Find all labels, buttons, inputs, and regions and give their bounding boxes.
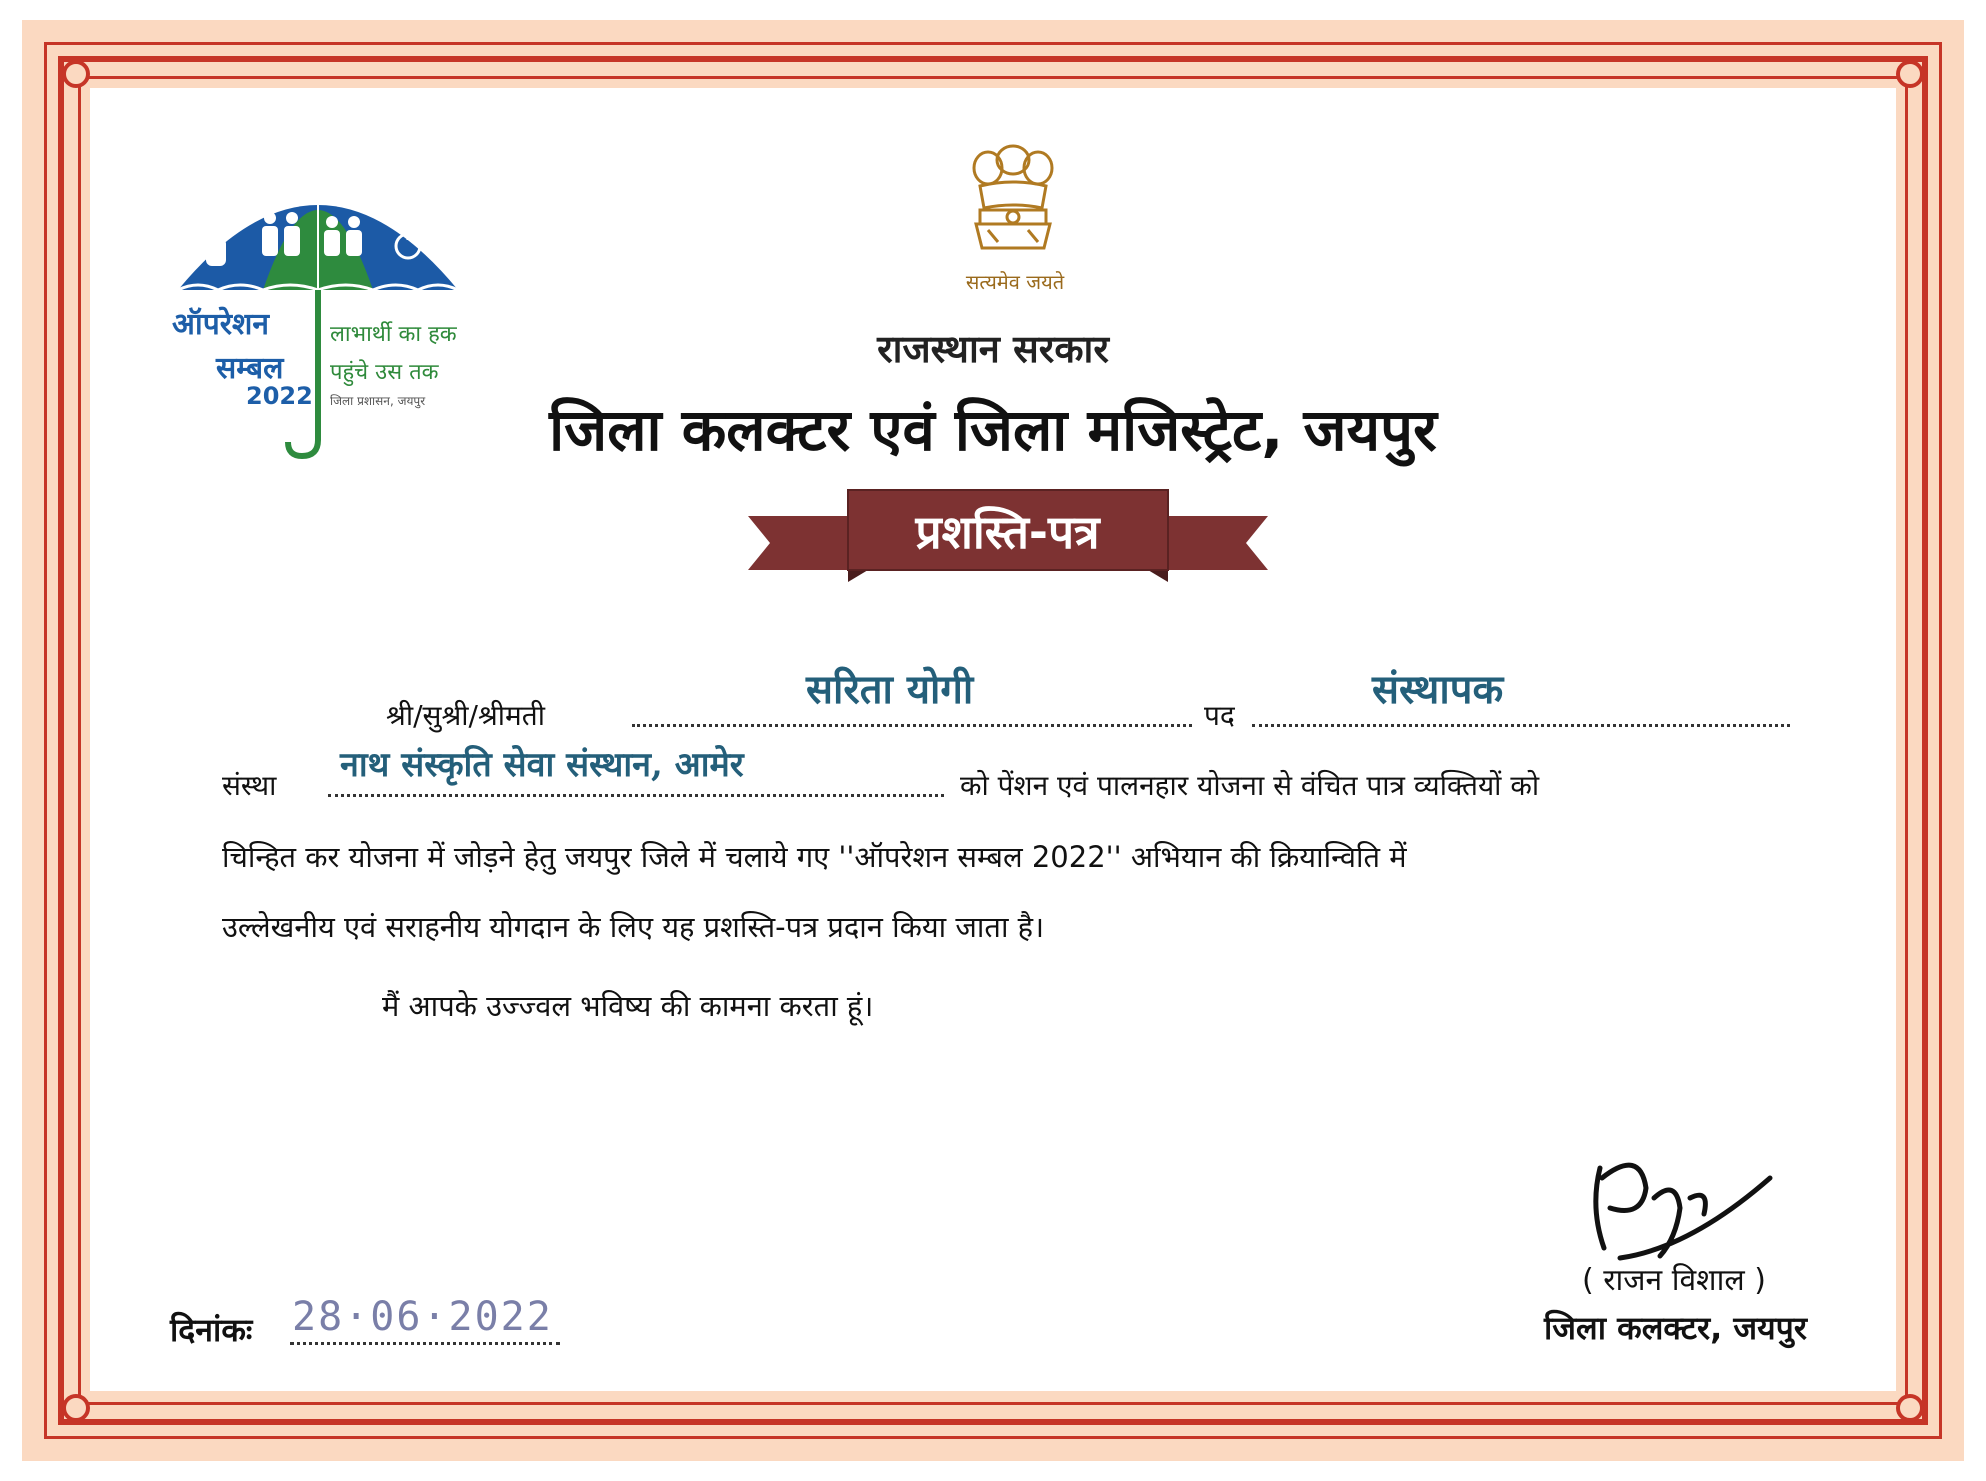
certificate-title: प्रशस्ति-पत्र [915,505,1100,559]
corner-ornament-br [1896,1394,1924,1422]
body-line-3: उल्लेखनीय एवं सराहनीय योगदान के लिए यह प्रशस्ति-पत्र प्रदान किया जाता है। [222,910,1045,944]
date-value: 28·06·2022 [292,1294,553,1340]
date-label: दिनांकः [170,1311,253,1349]
recipient-organisation: नाथ संस्कृति सेवा संस्थान, आमेर [340,745,744,785]
signature [1580,1138,1780,1268]
government-name: राजस्थान सरकार [877,327,1109,371]
organisation-label: संस्था [222,769,277,802]
logo-tagline-3: जिला प्रशासन, जयपुर [330,394,426,408]
signatory-name: ( राजन विशाल ) [1582,1263,1766,1298]
body-line-2: चिन्हित कर योजना में जोड़ने हेतु जयपुर जिले में चलाये गए ''ऑपरेशन सम्बल 2022'' अभियान की क्रियान्विति में [222,840,1407,874]
date-dotted-line [290,1342,560,1345]
wish-text: मैं आपके उज्ज्वल भविष्य की कामना करता हूं। [382,989,874,1023]
honorific-label: श्री/सुश्री/श्रीमती [386,699,545,732]
signatory-designation: जिला कलक्टर, जयपुर [1544,1309,1807,1347]
recipient-post: संस्थापक [1372,666,1504,713]
name-dotted-line [632,724,1192,727]
logo-tagline-1: लाभार्थी का हक [330,322,457,347]
post-dotted-line [1252,724,1790,727]
office-title: जिला कलक्टर एवं जिला मजिस्ट्रेट, जयपुर [549,396,1437,464]
logo-year: 2022 [246,382,313,410]
logo-line-2: सम्बल [216,351,284,386]
logo-line-1: ऑपरेशन [172,307,270,342]
organisation-dotted-line [328,794,944,797]
body-line-1: को पेंशन एवं पालनहार योजना से वंचित पात्र व्यक्तियों को [960,769,1540,802]
post-label: पद [1204,699,1235,732]
recipient-name: सरिता योगी [806,666,974,713]
corner-ornament-tr [1896,60,1924,88]
corner-ornament-bl [62,1394,90,1422]
logo-tagline-2: पहुंचे उस तक [330,360,439,385]
emblem-motto: सत्यमेव जयते [965,270,1065,294]
corner-ornament-tl [62,60,90,88]
